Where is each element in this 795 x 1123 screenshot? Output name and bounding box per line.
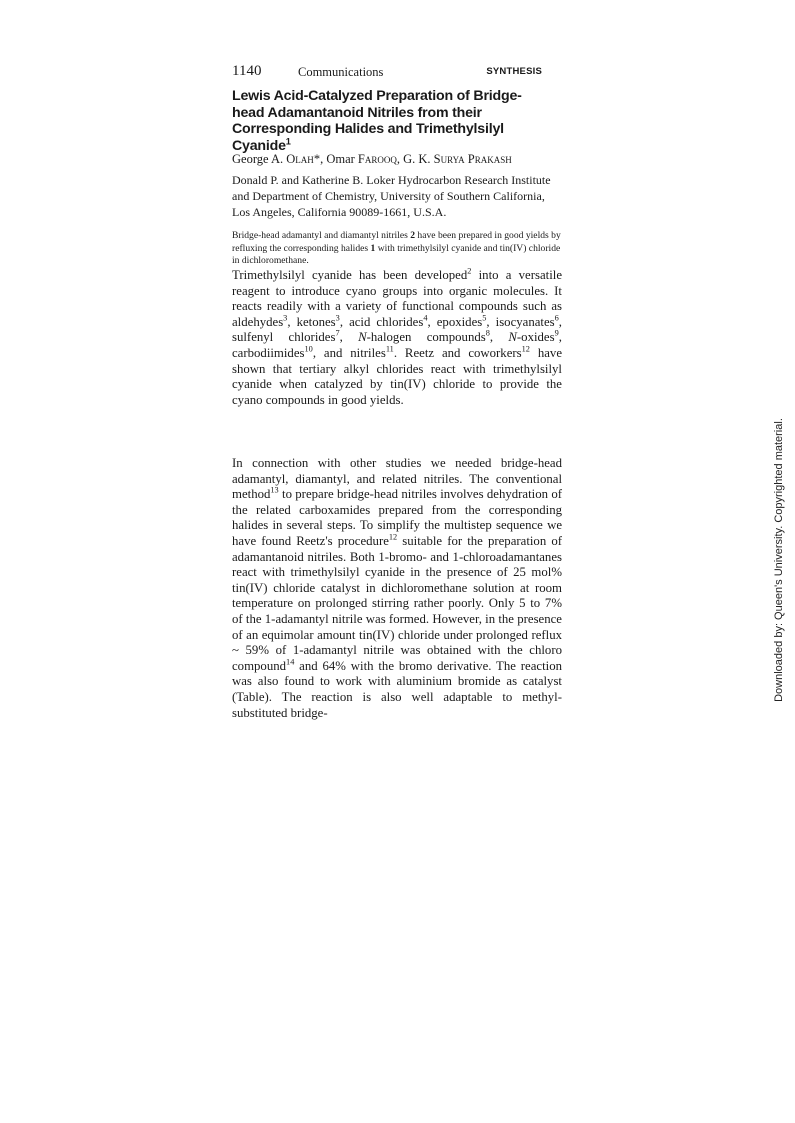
reference-number: 4 bbox=[423, 313, 428, 323]
reference-number: 14 bbox=[286, 657, 295, 667]
paragraph-text: , sulfenyl chlorides bbox=[232, 314, 562, 345]
paragraph-text: into a versatile reagent to introduce cyano groups into organic molecules. It reacts readily with a variety of functional compounds such as aldehydes bbox=[232, 268, 562, 329]
paragraph-text: have shown that tertiary alkyl chlorides react with trimethylsilyl cyanide when catalyzed by tin(IV) chloride to provide the cyano compounds in good yields. bbox=[232, 345, 563, 407]
page-header bbox=[232, 62, 542, 80]
page-number: 1140 bbox=[232, 63, 262, 79]
reference-number: 11 bbox=[385, 344, 394, 354]
reference-number: 7 bbox=[335, 329, 340, 339]
author-separator: , Omar bbox=[320, 152, 358, 166]
reference-number: 2 bbox=[467, 266, 472, 276]
compound-number: 2 bbox=[410, 230, 416, 241]
paragraph-text: suitable for the preparation of adamantanoid nitriles. Both 1-bromo- and 1-chloroadamantanes react with trimethylsilyl cyanide in the presence of 25 mol% tin(IV) chloride catalyst in dichloromethane solution at room temperature on prolonged stirring rather poorly. Only 5 to 7% of the 1-adamantyl nitrile was formed. However, in the presence of an equimolar amount tin(IV) chloride under prolonged reflux ~ 59% of 1-adamantyl nitrile was obtained with the chloro compound bbox=[232, 533, 562, 673]
author-surname: Surya Prakash bbox=[433, 152, 512, 166]
title-footnote-ref: 1 bbox=[285, 135, 291, 146]
author-first-name: George A. bbox=[232, 152, 287, 166]
corresponding-author-mark: * bbox=[313, 152, 321, 166]
reference-number: 12 bbox=[388, 532, 398, 542]
body-paragraph bbox=[232, 268, 562, 408]
italic-prefix: N bbox=[358, 330, 367, 345]
paragraph-text: , isocyanates bbox=[486, 314, 555, 329]
article-title bbox=[232, 88, 552, 154]
abstract bbox=[232, 230, 562, 268]
italic-prefix: N bbox=[508, 330, 517, 345]
abstract-text: have been prepared in good yields by refluxing the corresponding halides bbox=[232, 230, 561, 254]
paragraph-text: , carbodiimides bbox=[232, 330, 562, 360]
reference-number: 9 bbox=[554, 329, 559, 339]
paragraph-text: -oxides bbox=[516, 330, 555, 345]
paragraph-text: , ketones bbox=[287, 314, 336, 329]
paragraph-text: . Reetz and coworkers bbox=[393, 345, 522, 360]
paragraph-text: to prepare bridge-head nitriles involves dehydration of the related carboxamides prepared from the corresponding halides in several steps. To simplify the multistep sequence we have found Reetz's procedure bbox=[232, 487, 562, 548]
author-surname: Olah bbox=[286, 152, 314, 166]
paragraph-text: Trimethylsilyl cyanide has been developed bbox=[232, 268, 468, 282]
paragraph-text: , acid chlorides bbox=[339, 314, 424, 329]
section-name: Communications bbox=[298, 65, 384, 79]
body-paragraph bbox=[232, 456, 562, 721]
author-separator: , G. K. bbox=[396, 152, 434, 166]
author-surname: Farooq bbox=[357, 152, 397, 166]
download-watermark: Downloaded by: Queen's University. Copyrighted material. bbox=[773, 418, 785, 702]
paragraph-text: , bbox=[489, 330, 509, 345]
journal-name: SYNTHESIS bbox=[486, 66, 542, 77]
compound-number: 1 bbox=[370, 242, 376, 254]
paragraph-text: -halogen compounds bbox=[366, 330, 486, 345]
abstract-text: with trimethylsilyl cyanide and tin(IV) chloride in dichloromethane. bbox=[232, 242, 561, 267]
reference-number: 3 bbox=[283, 313, 288, 323]
paragraph-text: , bbox=[339, 330, 359, 345]
paragraph-text: In connection with other studies we needed bridge-head adamantyl, diamantyl, and related nitriles. The conventional method bbox=[232, 456, 562, 502]
reference-number: 3 bbox=[335, 313, 340, 323]
title-text: Lewis Acid-Catalyzed Preparation of Bridge-head Adamantanoid Nitriles from their Corresponding Halides and Trimethylsilyl Cyanide bbox=[232, 88, 522, 154]
paragraph-text: and 64% with the bromo derivative. The reaction was also found to work with aluminium bromide as catalyst (Table). The reaction is also well adaptable to methyl-substituted bridge- bbox=[232, 658, 562, 720]
reference-number: 5 bbox=[482, 313, 487, 323]
paragraph-text: , and nitriles bbox=[312, 345, 386, 360]
reference-number: 8 bbox=[485, 329, 490, 339]
reference-number: 10 bbox=[304, 344, 313, 354]
author-list bbox=[232, 151, 562, 167]
reference-number: 6 bbox=[554, 313, 559, 323]
reference-number: 13 bbox=[270, 485, 279, 495]
paragraph-text: , epoxides bbox=[427, 314, 483, 329]
author-affiliation: Donald P. and Katherine B. Loker Hydrocarbon Research Institute and Department of Chemistry, University of Southern California, Los Angeles, California 90089-1661, U.S.A. bbox=[232, 173, 551, 219]
reference-number: 12 bbox=[521, 344, 530, 354]
abstract-text: Bridge-head adamantyl and diamantyl nitriles bbox=[232, 230, 411, 241]
